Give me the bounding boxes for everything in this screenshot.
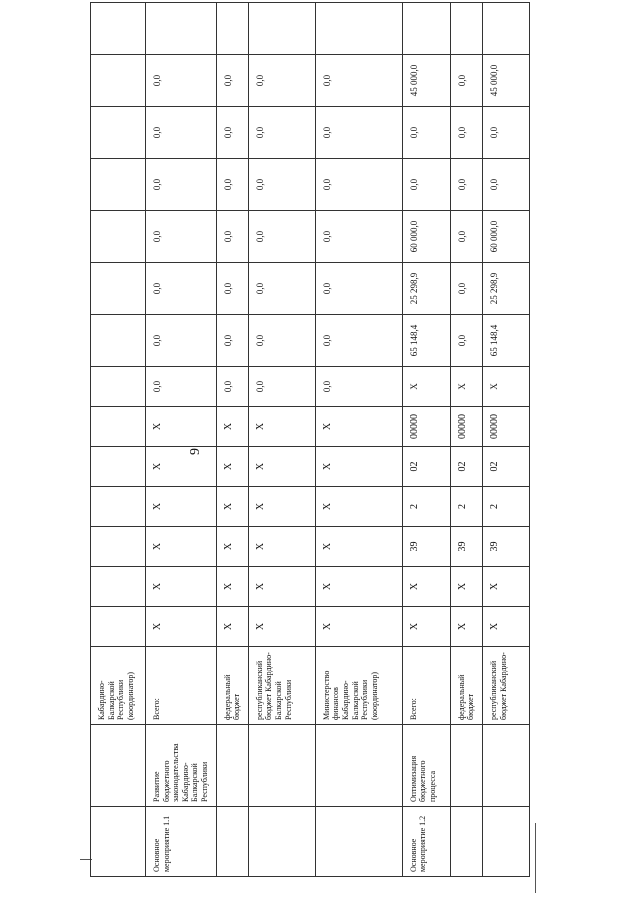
table-row	[402, 3, 450, 877]
table-cell: 02	[450, 447, 482, 487]
table-cell: 65 148,4	[402, 315, 450, 367]
table-cell	[248, 725, 315, 807]
table-row	[146, 3, 217, 877]
table-cell: 45 000,0	[482, 55, 529, 107]
table-cell: 2	[482, 487, 529, 527]
table-cell: 0,0	[315, 211, 402, 263]
table-cell: 0,0	[146, 159, 217, 211]
table-cell: X	[402, 567, 450, 607]
table-cell: X	[248, 567, 315, 607]
table-cell: 60 000,0	[402, 211, 450, 263]
table-cell: 39	[482, 527, 529, 567]
table-cell	[248, 3, 315, 55]
table-cell: 0,0	[402, 159, 450, 211]
table-cell: X	[146, 447, 217, 487]
table-row	[482, 3, 529, 877]
table-cell	[450, 3, 482, 55]
table-cell: X	[482, 607, 529, 647]
table-cell: республиканский бюджет Кабардино-Балкарской Республики	[248, 647, 315, 725]
table-cell: X	[216, 447, 248, 487]
table-cell	[146, 3, 217, 55]
table-cell: X	[248, 527, 315, 567]
table-cell: 0,0	[146, 107, 217, 159]
scan-mark	[535, 823, 536, 893]
table-cell	[450, 725, 482, 807]
table-cell: 0,0	[402, 107, 450, 159]
table-cell: федеральный бюджет	[216, 647, 248, 725]
table-cell: 00000	[450, 407, 482, 447]
table-cell: X	[146, 567, 217, 607]
table-cell: 0,0	[248, 159, 315, 211]
table-cell: Основное мероприятие 1.2	[402, 807, 450, 877]
table-cell: Развитие бюджетного законодательства Кабардино-Балкарской Республики	[146, 725, 217, 807]
table-cell: X	[248, 407, 315, 447]
table-cell: 39	[402, 527, 450, 567]
table-cell: X	[402, 367, 450, 407]
table-cell	[450, 807, 482, 877]
table-cell: X	[146, 407, 217, 447]
table-cell: X	[315, 527, 402, 567]
table-cell	[91, 607, 146, 647]
table-cell: X	[248, 487, 315, 527]
table-cell: 02	[482, 447, 529, 487]
table-cell: 0,0	[450, 315, 482, 367]
table-cell	[91, 407, 146, 447]
table-cell	[248, 807, 315, 877]
table-cell: 0,0	[315, 263, 402, 315]
table-cell	[91, 567, 146, 607]
table-cell: 0,0	[315, 55, 402, 107]
table-cell	[482, 807, 529, 877]
table-cell: 2	[450, 487, 482, 527]
table-cell: Основное мероприятие 1.1	[146, 807, 217, 877]
table-cell: X	[315, 567, 402, 607]
table-cell: 0,0	[248, 211, 315, 263]
table-row	[248, 3, 315, 877]
table-cell	[91, 55, 146, 107]
table-cell: Всего:	[402, 647, 450, 725]
table-cell: 0,0	[450, 211, 482, 263]
table-cell: 0,0	[216, 315, 248, 367]
page-number: 9	[188, 448, 203, 455]
table-cell: 39	[450, 527, 482, 567]
table-cell: федеральный бюджет	[450, 647, 482, 725]
table-cell: 0,0	[248, 107, 315, 159]
table-cell: X	[315, 447, 402, 487]
table-cell: X	[146, 487, 217, 527]
table-cell: Министерство финансов Кабардино-Балкарской Республики (координатор)	[315, 647, 402, 725]
table-cell: X	[216, 487, 248, 527]
table-cell: 00000	[402, 407, 450, 447]
table-cell: 0,0	[216, 55, 248, 107]
table-cell: 0,0	[450, 263, 482, 315]
table-cell	[315, 807, 402, 877]
table-cell: X	[146, 527, 217, 567]
table-cell: 0,0	[315, 367, 402, 407]
table-cell: 0,0	[450, 55, 482, 107]
table-cell: 65 148,4	[482, 315, 529, 367]
table-row	[91, 3, 146, 877]
table-cell: 0,0	[216, 159, 248, 211]
table-cell: Кабардино-Балкарской Республики (координатор)	[91, 647, 146, 725]
table-row	[216, 3, 248, 877]
table-cell: 0,0	[315, 315, 402, 367]
table-row	[315, 3, 402, 877]
table-cell: 0,0	[146, 211, 217, 263]
table-cell	[91, 487, 146, 527]
table-cell	[315, 3, 402, 55]
table-cell: 0,0	[450, 107, 482, 159]
table-cell: 0,0	[216, 263, 248, 315]
table-cell: 2	[402, 487, 450, 527]
table-row	[450, 3, 482, 877]
table-cell: X	[248, 447, 315, 487]
table-cell: 0,0	[146, 367, 217, 407]
table-cell: X	[402, 607, 450, 647]
table-cell	[216, 807, 248, 877]
table-cell: X	[450, 567, 482, 607]
table-cell	[91, 211, 146, 263]
table-cell: 0,0	[248, 263, 315, 315]
table-cell	[91, 159, 146, 211]
table-cell: 0,0	[146, 315, 217, 367]
table-cell: 25 298,9	[482, 263, 529, 315]
table-cell: 0,0	[216, 211, 248, 263]
table-cell: X	[248, 607, 315, 647]
table-cell: 0,0	[450, 159, 482, 211]
table-cell: республиканский бюджет Кабардино-	[482, 647, 529, 725]
table-cell: 0,0	[146, 55, 217, 107]
table-cell	[91, 527, 146, 567]
table-cell: 0,0	[216, 107, 248, 159]
table-cell: 0,0	[216, 367, 248, 407]
table-cell: 60 000,0	[482, 211, 529, 263]
table-cell: X	[216, 607, 248, 647]
table-cell	[91, 367, 146, 407]
table-cell: X	[482, 367, 529, 407]
table-cell: Всего:	[146, 647, 217, 725]
table-cell: X	[216, 407, 248, 447]
table-cell: 0,0	[248, 315, 315, 367]
table-cell: 0,0	[248, 55, 315, 107]
table-cell	[482, 3, 529, 55]
table-cell: 00000	[482, 407, 529, 447]
table-cell: 0,0	[146, 263, 217, 315]
table-cell	[482, 725, 529, 807]
table-cell: X	[450, 607, 482, 647]
table-cell: 45 000,0	[402, 55, 450, 107]
table-cell	[216, 725, 248, 807]
table-cell: 0,0	[482, 107, 529, 159]
table-cell: X	[450, 367, 482, 407]
table-cell: X	[216, 527, 248, 567]
table-cell: X	[146, 607, 217, 647]
table-cell: X	[315, 607, 402, 647]
table-cell	[315, 725, 402, 807]
table-cell	[402, 3, 450, 55]
table-cell	[91, 725, 146, 807]
table-cell	[91, 315, 146, 367]
table-cell: X	[482, 567, 529, 607]
table-cell: X	[216, 567, 248, 607]
budget-table	[90, 2, 530, 877]
table-cell: 02	[402, 447, 450, 487]
table-cell: X	[315, 487, 402, 527]
table-cell: 0,0	[315, 107, 402, 159]
table-cell: 0,0	[482, 159, 529, 211]
table-cell: Оптимизация бюджетного процесса	[402, 725, 450, 807]
table-cell: 25 298,9	[402, 263, 450, 315]
table-cell	[91, 3, 146, 55]
table-cell	[91, 107, 146, 159]
table-cell	[216, 3, 248, 55]
table-cell: 0,0	[248, 367, 315, 407]
table-cell	[91, 263, 146, 315]
table-cell	[91, 447, 146, 487]
table-cell	[91, 807, 146, 877]
table-cell: X	[315, 407, 402, 447]
table-cell: 0,0	[315, 159, 402, 211]
